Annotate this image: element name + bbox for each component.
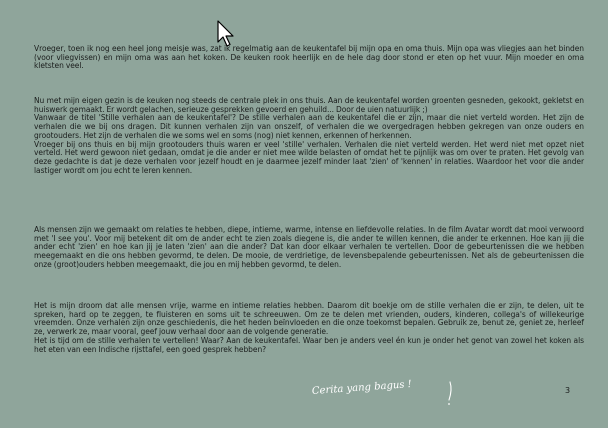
paragraph-intro bbox=[34, 45, 584, 71]
handwritten-signature: Cerita yang bagus ! bbox=[311, 379, 413, 397]
mouse-cursor-icon bbox=[217, 20, 237, 48]
paragraph-line: Vanwaar de titel 'Stille verhalen aan de keukentafel'? De stille verhalen aan de keukentafel die er zijn, maar die niet verteld worden. Het zijn de verhalen die we bij ons dragen. Dit kunnen verhalen zijn van onszelf, of verhalen die we overgedragen hebben gekregen van onze ouders en grootouders. Het zijn de verhalen die we soms wel en soms (nog) niet kennen, erkennen of herkennen. bbox=[34, 113, 584, 140]
paragraph-line: Het is tijd om de stille verhalen te vertellen! Waar? Aan de keukentafel. Waar ben je anders veel én kun je onder het genot van zowel het koken als het eten van een Indische rijsttafel, een goed gesprek hebben? bbox=[34, 335, 584, 354]
paragraph-line: Vroeger bij ons thuis en bij mijn grootouders thuis waren er veel 'stille' verhalen. Verhalen die niet verteld werden. Het werd niet met opzet niet verteld. Het werd gewoon niet gedaan, omdat je die ander er niet mee wilde belasten of omdat het te pijnlijk was om over te praten. Het gevolg van deze gedachte is dat je deze verhalen voor jezelf houdt en je daarmee jezelf minder laat 'zien' of 'kennen' in relaties. Waardoor het voor die ander lastiger wordt om jou echt te leren kennen. bbox=[34, 139, 584, 175]
paragraph-line: Nu met mijn eigen gezin is de keuken nog steeds de centrale plek in ons thuis. Aan de keukentafel worden groenten gesneden, gekookt, gekletst en huiswerk gemaakt. Er wordt gelachen, serieuze gesprekken gevoerd en gehuild... Door de uien natuurlijk ;) bbox=[34, 96, 584, 114]
paragraph-line: Het is mijn droom dat alle mensen vrije, warme en intieme relaties hebben. Daarom dit boekje om de stille verhalen die er zijn, te delen, uit te spreken, hard op te zeggen, te fluisteren en soms uit te schreeuwen. Om ze te delen met vrienden, ouders, kinderen, collega's of willekeurige vreemden. Onze verhalen zijn onze geschiedenis, die het heden beïnvloeden en die onze toekomst bepalen. Gebruik ze, benut ze, geniet ze, herleef ze, verwerk ze, maar vooral, geef jouw verhaal door aan de volgende generatie. bbox=[34, 301, 584, 337]
paragraph-kitchen bbox=[34, 97, 584, 175]
page-number: 3 bbox=[565, 386, 571, 395]
paragraph-line: Als mensen zijn we gemaakt om relaties te hebben, diepe, intieme, warme, intense en liefdevolle relaties. In de film Avatar wordt dat mooi verwoord met 'I see you'. Voor mij betekent dit om de ander echt te zien zoals diegene is, die ander te willen kennen, die ander te erkennen. Hoe kan jij die ander echt 'zien' en hoe kan jij je laten 'zien' aan die ander? Dat kan door elkaar verhalen te vertellen. Door de gebeurtenissen die we hebben meegemaakt en die ons hebben gevormd, te delen. De mooie, de verdrietige, de levensbepalende gebeurtenissen. Net als de gebeurtenissen die onze (groot)ouders hebben meegemaakt, die jou en mij hebben gevormd, te delen. bbox=[34, 225, 584, 269]
paragraph-line: Vroeger, toen ik nog een heel jong meisje was, zat ik regelmatig aan de keukentafel bij mijn opa en oma thuis. Mijn opa was vliegjes aan het binden (voor vliegvissen) en mijn oma was aan het koken. De keuken rook heerlijk en de hele dag door stond er eten op het vuur. Mijn moeder en oma kletsten veel. bbox=[34, 44, 584, 71]
paragraph-dream bbox=[34, 302, 584, 354]
paragraph-relations bbox=[34, 226, 584, 270]
